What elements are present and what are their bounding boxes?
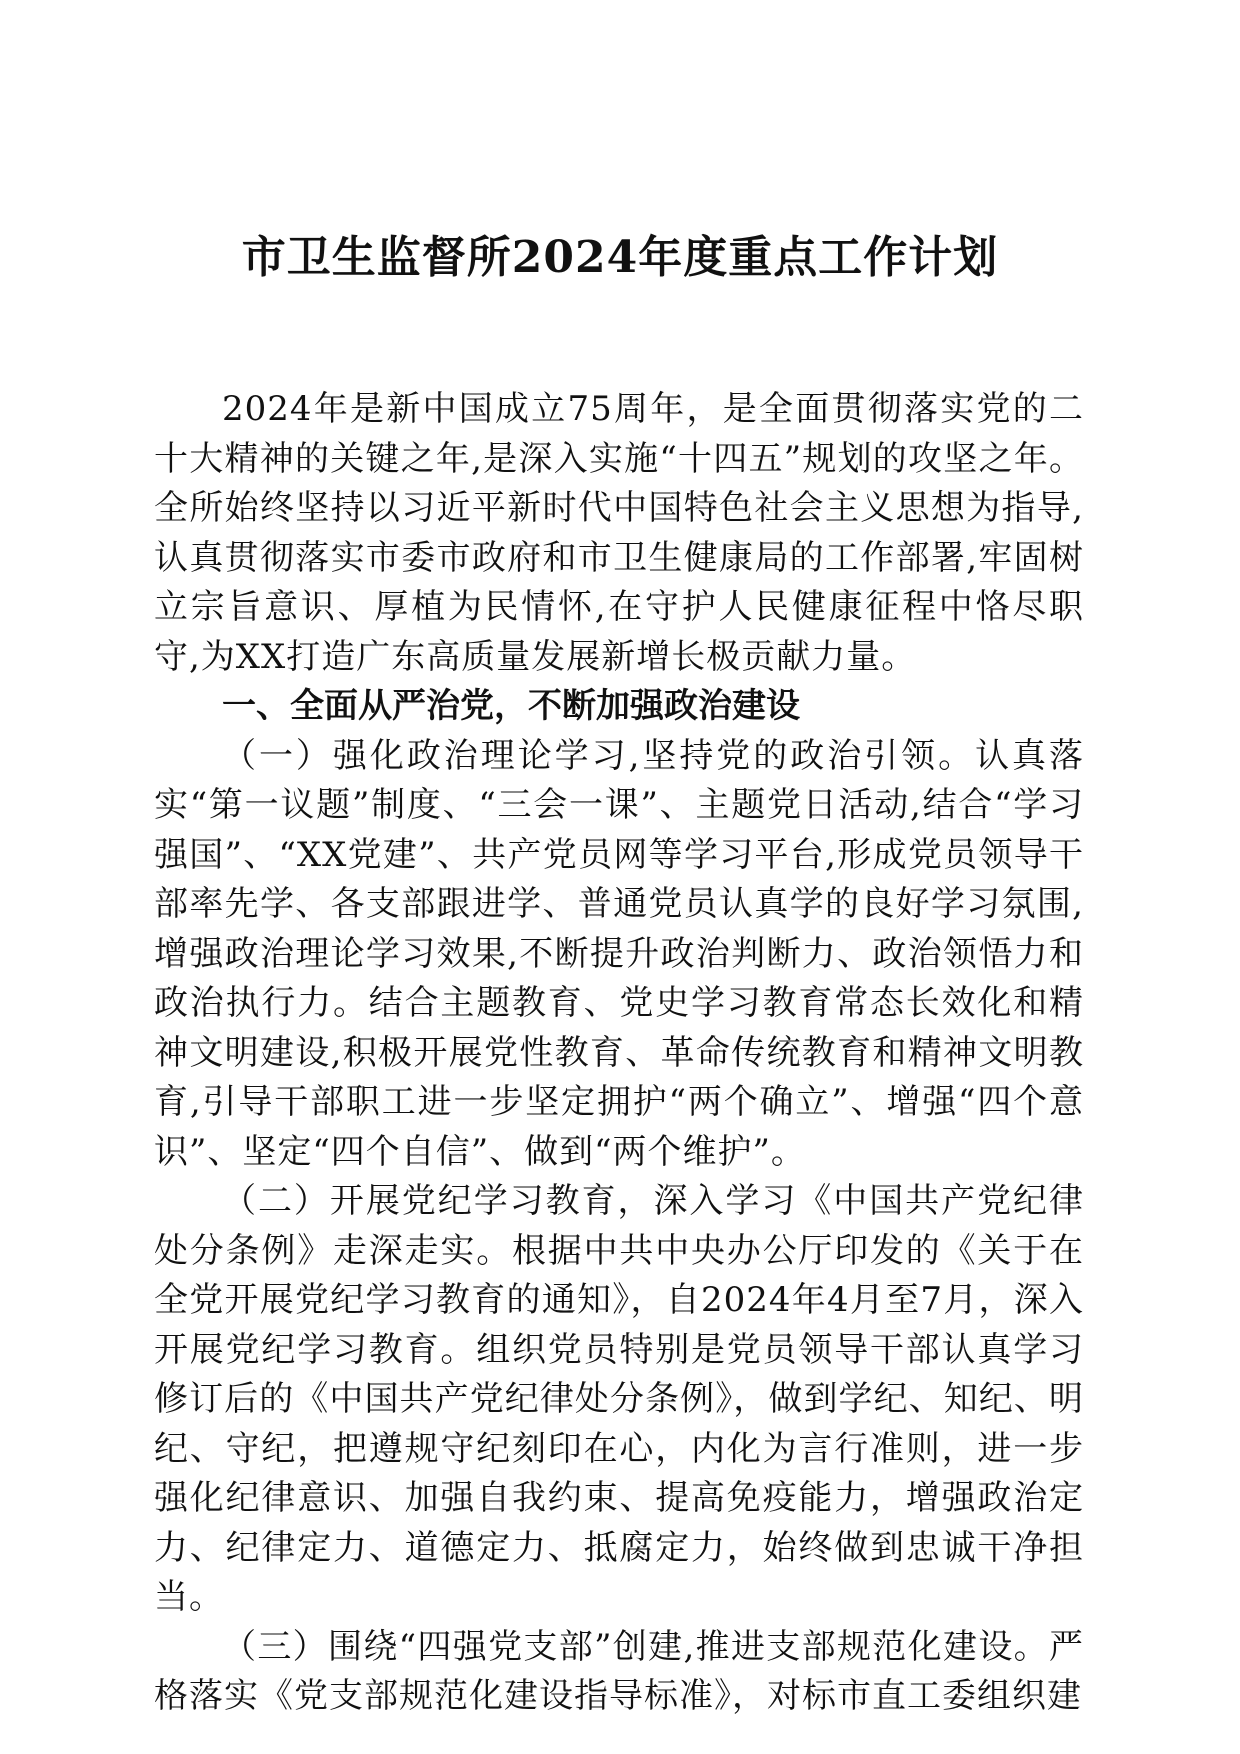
paragraph-item-2 bbox=[154, 1177, 1084, 1623]
item-lead-3: （三）围绕“四强党支部”创建,推进支部规范化建设。 bbox=[222, 1626, 1049, 1667]
paragraph-item-1 bbox=[154, 732, 1084, 1178]
document-body bbox=[154, 385, 1084, 1722]
section-heading-1: 一、全面从严治党，不断加强政治建设 bbox=[222, 686, 800, 726]
item-text-3: 严格落实《党支部规范化建设指导标准》，对标市直工委组织建 bbox=[154, 1626, 1084, 1716]
intro-paragraph: 2024年是新中国成立75周年，是全面贯彻落实党的二十大精神的关键之年,是深入实施“十四五”规划的攻坚之年。全所始终坚持以习近平新时代中国特色社会主义思想为指导,认真贯彻落实市委市政府和市卫生健康局的工作部署,牢固树立宗旨意识、厚植为民情怀,在守护人民健康征程中恪尽职守,为XX打造广东高质量发展新增长极贡献力量。 bbox=[154, 389, 1084, 677]
item-text-1: 认真落实“第一议题”制度、“三会一课”、主题党日活动,结合“学习强国”、“XX党建”、共产党员网等学习平台,形成党员领导干部率先学、各支部跟进学、普通党员认真学的良好学习氛围,增强政治理论学习效果,不断提升政治判断力、政治领悟力和政治执行力。结合主题教育、党史学习教育常态长效化和精神文明建设,积极开展党性教育、革命传统教育和精神文明教育,引导干部职工进一步坚定拥护“两个确立”、增强“四个意识”、坚定“四个自信”、做到“两个维护”。 bbox=[154, 735, 1085, 1172]
item-lead-2: （二）开展党纪学习教育，深入学习《中国共产党纪律处分条例》走深走实。 bbox=[154, 1181, 1084, 1271]
item-lead-1: （一）强化政治理论学习,坚持党的政治引领。 bbox=[222, 735, 976, 776]
document-title: 市卫生监督所2024年度重点工作计划 bbox=[241, 232, 999, 283]
item-text-2: 根据中共中央办公厅印发的《关于在全党开展党纪学习教育的通知》，自2024年4月至7月，深入开展党纪学习教育。组织党员特别是党员领导干部认真学习修订后的《中国共产党纪律处分条例》，做到学纪、知纪、明纪、守纪，把遵规守纪刻印在心，内化为言行准则，进一步强化纪律意识、加强自我约束、提高免疫能力，增强政治定力、纪律定力、道德定力、抵腐定力，始终做到忠诚干净担当。 bbox=[154, 1230, 1084, 1617]
paragraph-item-3 bbox=[154, 1623, 1084, 1722]
